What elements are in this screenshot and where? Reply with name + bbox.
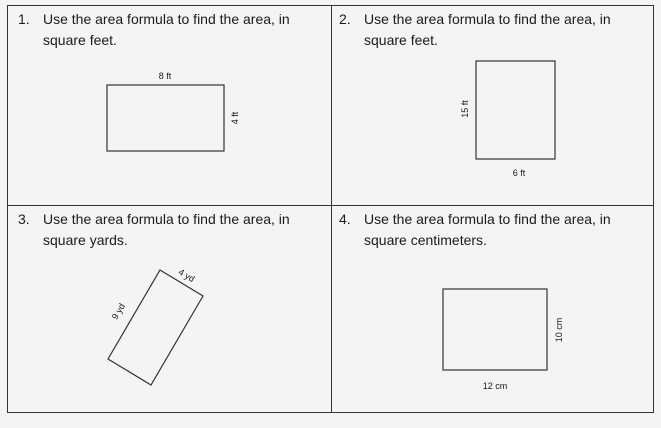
problem-4-label-bottom: 12 cm	[482, 381, 508, 391]
problem-2-line-1: Use the area formula to find the area, in	[364, 11, 611, 27]
problem-3-label-long-side: 9 yd	[109, 301, 128, 322]
problem-3-line-1: Use the area formula to find the area, in	[43, 211, 290, 227]
problem-1-line-1: Use the area formula to find the area, in	[43, 11, 290, 27]
problem-2-number: 2.	[339, 11, 351, 27]
problem-1-cell	[8, 6, 332, 206]
problem-1-figure	[8, 6, 332, 206]
problem-3-label-short-side: 4 yd	[176, 266, 197, 285]
problem-1-rectangle	[107, 85, 224, 151]
problem-4-figure	[332, 206, 653, 412]
problem-1-line-2: square feet.	[43, 32, 117, 48]
problem-2-figure	[332, 6, 653, 206]
problem-4-rectangle	[443, 289, 547, 370]
problem-2-cell	[332, 6, 653, 206]
problem-1-number: 1.	[18, 11, 30, 27]
problem-3-line-2: square yards.	[43, 232, 128, 248]
problem-2-rectangle	[476, 61, 555, 159]
problem-2-label-side: 15 ft	[460, 100, 470, 118]
problem-4-cell	[332, 206, 653, 412]
problem-4-line-1: Use the area formula to find the area, in	[364, 211, 611, 227]
problem-2-label-bottom: 6 ft	[512, 168, 526, 178]
problem-4-number: 4.	[339, 211, 351, 227]
problem-1-label-top: 8 ft	[158, 71, 172, 81]
problem-3-figure	[8, 206, 332, 412]
worksheet-grid	[7, 5, 654, 413]
problem-2-line-2: square feet.	[364, 32, 438, 48]
problem-4-line-2: square centimeters.	[364, 232, 487, 248]
problem-3-rectangle	[108, 270, 203, 385]
problem-3-cell	[8, 206, 332, 412]
problem-3-number: 3.	[18, 211, 30, 227]
problem-1-label-side: 4 ft	[230, 111, 240, 125]
problem-4-label-side: 10 cm	[554, 317, 564, 343]
